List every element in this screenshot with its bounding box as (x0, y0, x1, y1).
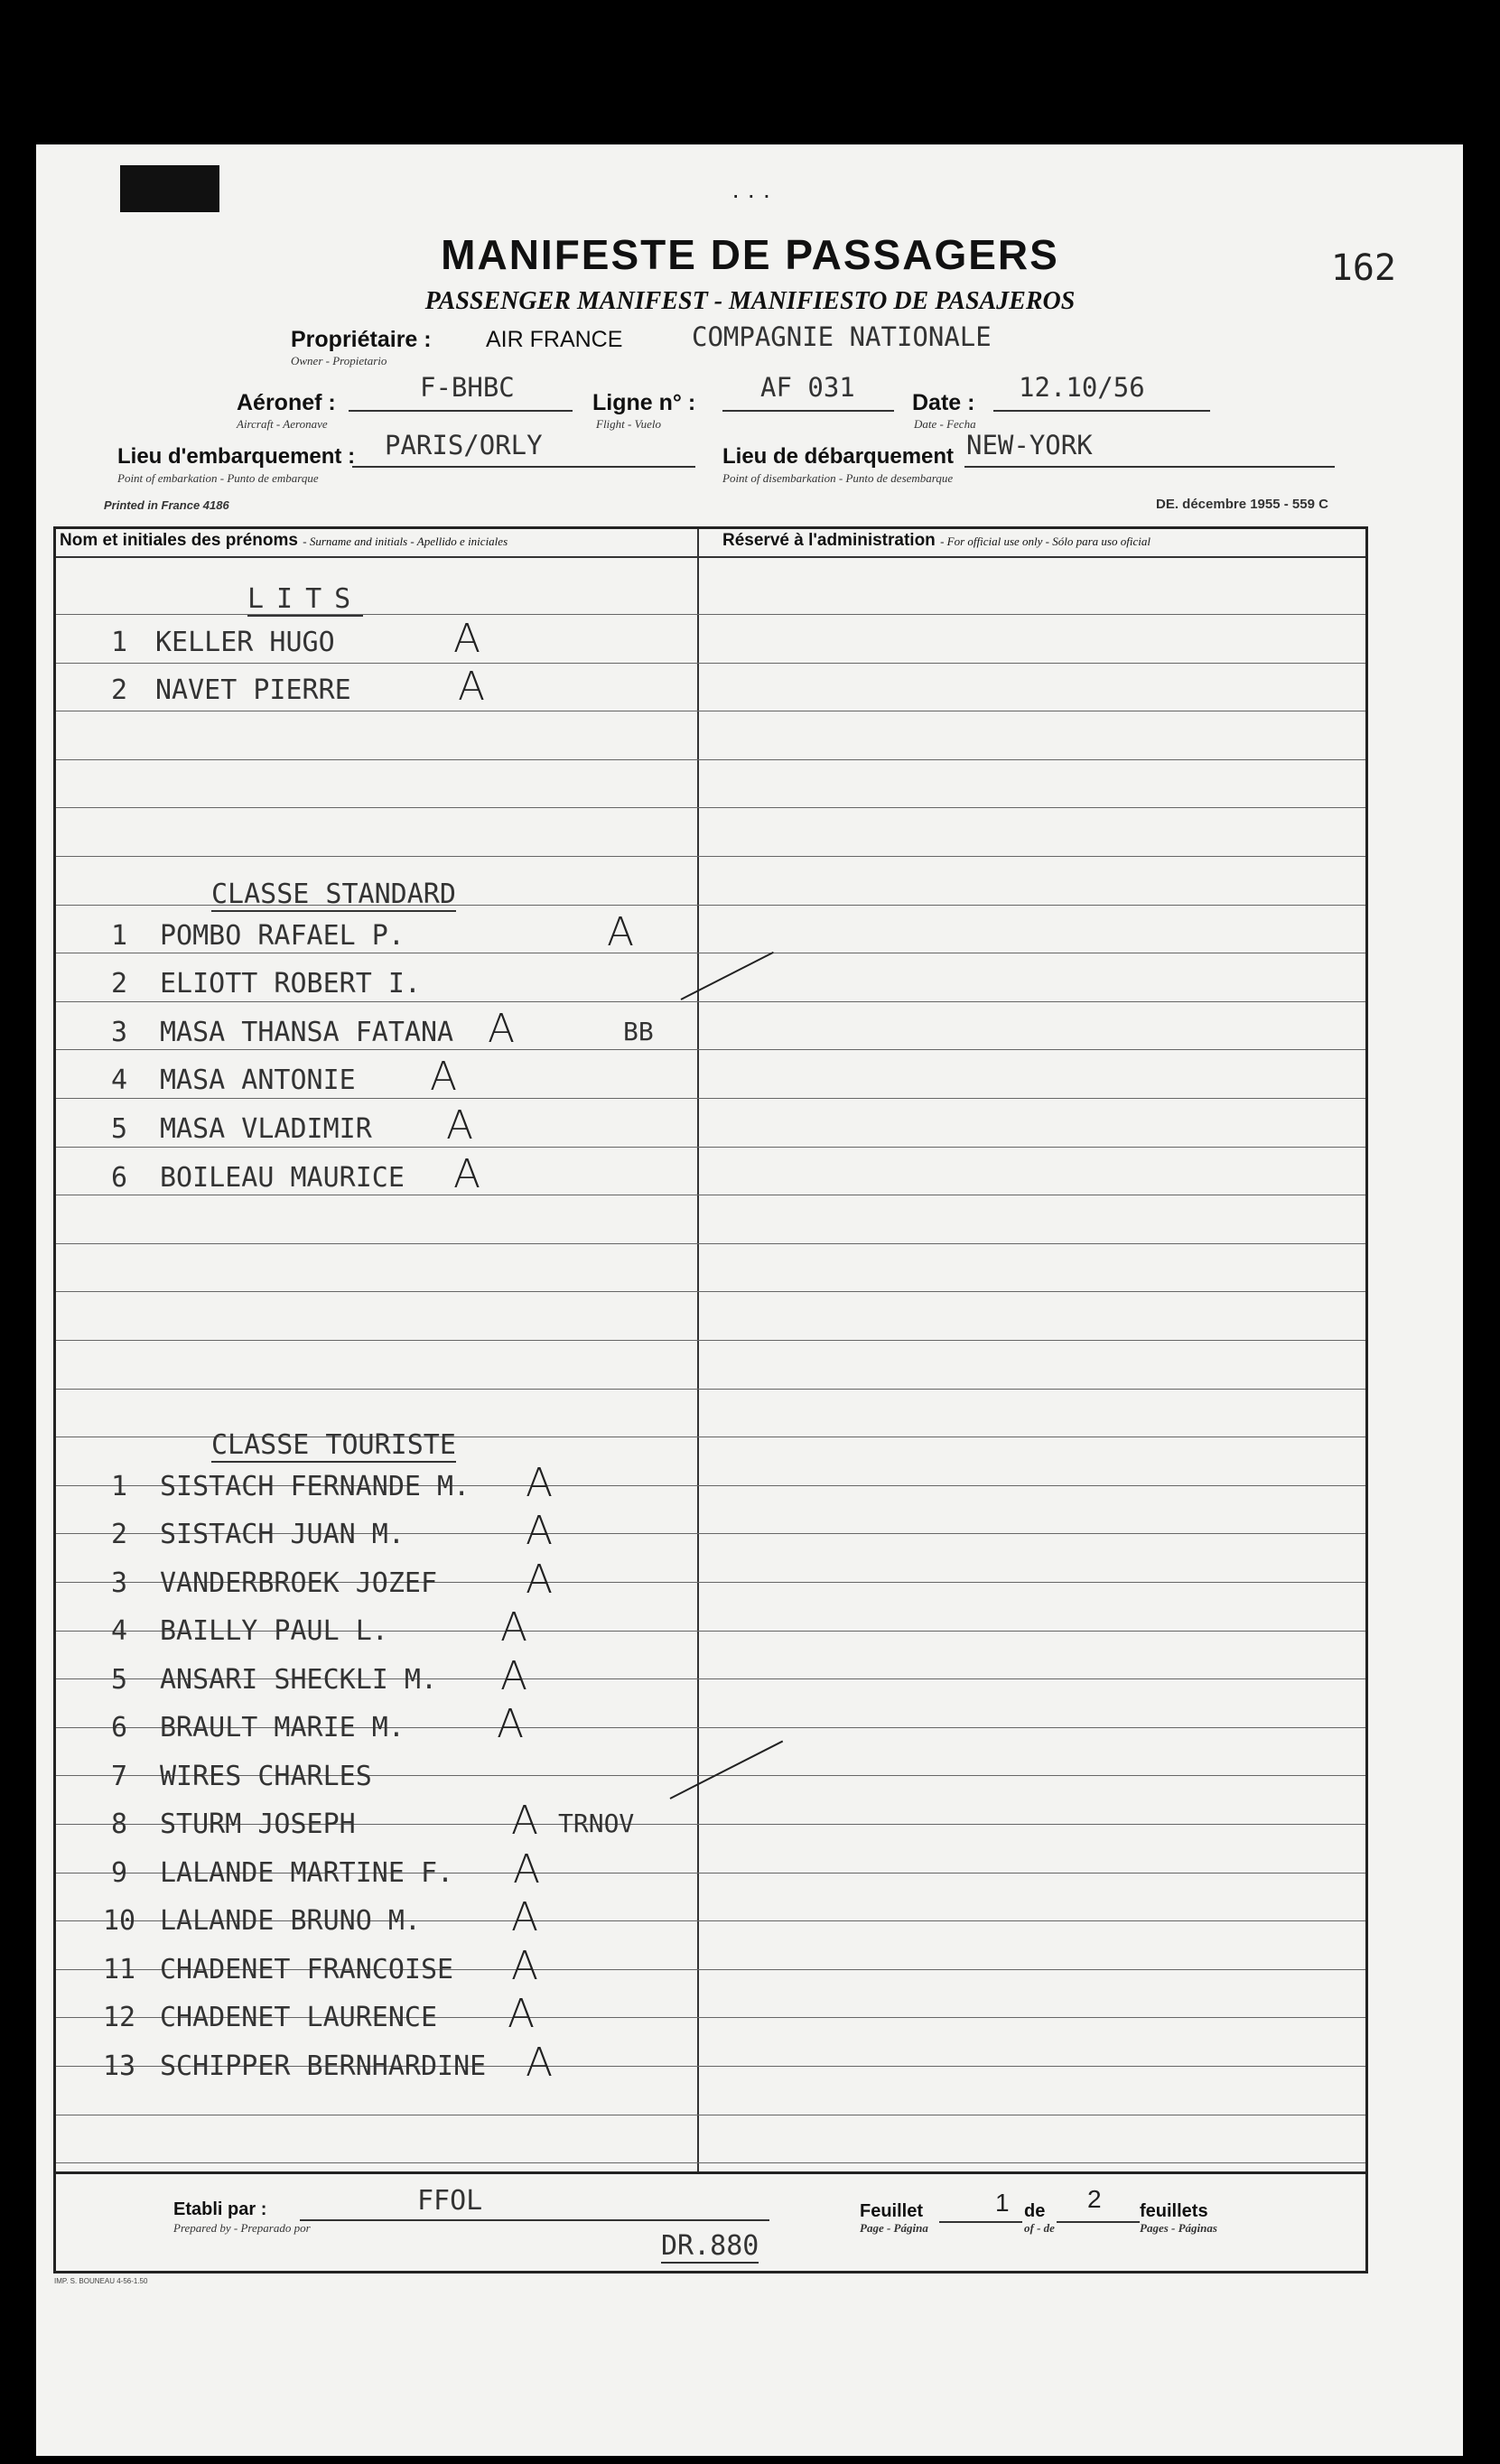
printer-stamp: IMP. S. BOUNEAU 4-56-1.50 (54, 2277, 148, 2285)
aircraft-sublabel: Aircraft - Aeronave (237, 417, 328, 431)
col-admin-title: Réservé à l'administration (722, 531, 936, 550)
list-item (56, 1507, 693, 1554)
col-admin-subtitle: - For official use only - Sólo para uso oficial (940, 535, 1151, 548)
passenger-name: STURM JOSEPH (160, 1808, 356, 1840)
of-sublabel: of - de (1024, 2221, 1055, 2235)
passenger-name: VANDERBROEK JOZEF (160, 1567, 438, 1599)
passenger-name: SCHIPPER BERNHARDINE (160, 2050, 487, 2082)
date-sublabel: Date - Fecha (914, 417, 976, 431)
check-mark: A (511, 1894, 539, 1940)
passenger-name: POMBO RAFAEL P. (160, 920, 405, 952)
sheets-label: feuillets (1140, 2201, 1208, 2221)
check-mark: A (526, 1460, 554, 1506)
passenger-name: CHADENET LAURENCE (160, 2002, 438, 2033)
passenger-name: SISTACH FERNANDE M. (160, 1471, 470, 1502)
check-mark: A (500, 1653, 528, 1699)
passenger-table (53, 526, 1368, 2174)
section-touriste: CLASSE TOURISTE (211, 1429, 456, 1461)
row-number: 1 (110, 627, 128, 658)
check-mark: A (497, 1701, 525, 1747)
manifest-title: MANIFESTE DE PASSAGERS (441, 231, 1059, 278)
disembark-sublabel: Point of disembarkation - Punto de desembarque (722, 471, 954, 485)
check-mark: A (446, 1102, 474, 1148)
ruled-line (56, 1243, 1365, 1244)
list-item (56, 1990, 693, 2037)
list-item (56, 1846, 693, 1892)
list-item (56, 956, 693, 1003)
check-mark: A (607, 909, 635, 955)
admin-note: BB (623, 1017, 654, 1046)
check-mark: A (526, 1557, 554, 1603)
reference: DR.880 (661, 2230, 759, 2262)
list-item (56, 1749, 693, 1796)
list-item (56, 1893, 693, 1940)
check-mark: A (526, 2040, 554, 2086)
sheet-number: 1 (995, 2189, 1010, 2217)
passenger-name: MASA VLADIMIR (160, 1113, 372, 1145)
passenger-name: BOILEAU MAURICE (160, 1162, 405, 1194)
date-value: 12.10/56 (1019, 372, 1145, 403)
passenger-name: SISTACH JUAN M. (160, 1519, 405, 1550)
page-number: 162 (1330, 247, 1396, 289)
ruled-line (56, 807, 1365, 808)
sheets-sublabel: Pages - Páginas (1140, 2221, 1217, 2235)
check-mark: A (488, 1006, 516, 1052)
list-item (56, 1053, 693, 1100)
prepared-sublabel: Prepared by - Preparado por (173, 2221, 311, 2235)
passenger-name: MASA ANTONIE (160, 1065, 356, 1096)
list-item (56, 1604, 693, 1650)
sheet-sublabel: Page - Página (860, 2221, 928, 2235)
ruled-line (56, 1389, 1365, 1390)
prepared-value: FFOL (417, 2185, 483, 2217)
sheet-total: 2 (1087, 2185, 1102, 2213)
list-item (56, 615, 693, 662)
form-code: DE. décembre 1955 - 559 C (1156, 497, 1328, 512)
row-number: 10 (102, 1905, 136, 1937)
cancel-stroke (681, 952, 774, 1000)
passenger-name: ELIOTT ROBERT I. (160, 968, 421, 1000)
col-admin-header (722, 531, 1151, 551)
speck: · · · (731, 181, 771, 209)
row-number: 2 (110, 1519, 128, 1550)
ink-blot (120, 165, 219, 212)
row-number: 11 (102, 1954, 136, 1985)
passenger-name: BAILLY PAUL L. (160, 1615, 388, 1647)
list-item (56, 1459, 693, 1506)
row-number: 2 (110, 674, 128, 706)
manifest-subtitle: PASSENGER MANIFEST - MANIFIESTO DE PASAJEROS (424, 287, 1076, 315)
check-mark: A (453, 616, 481, 662)
check-mark: A (513, 1846, 541, 1892)
date-label: Date : (912, 390, 975, 415)
list-item (56, 1652, 693, 1699)
col-names-title: Nom et initiales des prénoms (60, 531, 298, 550)
ruled-line (56, 2162, 1365, 2163)
row-number: 13 (102, 2050, 136, 2082)
row-number: 9 (110, 1857, 128, 1889)
check-mark: A (508, 1991, 536, 2037)
passenger-name: WIRES CHARLES (160, 1761, 372, 1792)
ruled-line (56, 1340, 1365, 1341)
passenger-name: ANSARI SHECKLI M. (160, 1664, 438, 1696)
aircraft-label: Aéronef : (237, 390, 336, 415)
ruled-line (56, 759, 1365, 760)
admin-note: TRNOV (558, 1808, 635, 1838)
list-item (56, 1102, 693, 1148)
owner-sublabel: Owner - Propietario (291, 354, 387, 367)
list-item (56, 1150, 693, 1197)
disembark-value: NEW-YORK (966, 430, 1093, 460)
passenger-name: CHADENET FRANCOISE (160, 1954, 454, 1985)
section-standard: CLASSE STANDARD (211, 879, 456, 910)
owner-typed: COMPAGNIE NATIONALE (692, 321, 992, 352)
row-number: 3 (110, 1567, 128, 1599)
aircraft-value: F-BHBC (420, 372, 515, 403)
section-lits: LITS (247, 583, 364, 615)
ruled-line (56, 856, 1365, 857)
flight-sublabel: Flight - Vuelo (596, 417, 661, 431)
row-number: 3 (110, 1017, 128, 1048)
owner-printed: AIR FRANCE (486, 327, 623, 352)
check-mark: A (511, 1798, 539, 1844)
row-number: 4 (110, 1065, 128, 1096)
list-item (56, 1942, 693, 1989)
list-item (56, 663, 693, 710)
row-number: 8 (110, 1808, 128, 1840)
header-rule (56, 556, 1365, 558)
disembark-label: Lieu de débarquement (722, 444, 955, 469)
row-number: 12 (102, 2002, 136, 2033)
list-item (56, 908, 693, 955)
embark-label: Lieu d'embarquement : (117, 444, 356, 469)
row-number: 7 (110, 1761, 128, 1792)
embark-value: PARIS/ORLY (385, 430, 543, 460)
footer-box (53, 2174, 1368, 2273)
row-number: 1 (110, 920, 128, 952)
col-names-subtitle: - Surname and initials - Apellido e iniciales (303, 535, 508, 548)
embark-sublabel: Point of embarkation - Punto de embarque (117, 471, 319, 485)
row-number: 4 (110, 1615, 128, 1647)
passenger-name: MASA THANSA FATANA (160, 1017, 454, 1048)
passenger-name: BRAULT MARIE M. (160, 1712, 405, 1743)
check-mark: A (458, 664, 486, 710)
row-number: 6 (110, 1712, 128, 1743)
check-mark: A (500, 1604, 528, 1650)
of-label: de (1024, 2201, 1046, 2221)
ruled-line (56, 1291, 1365, 1292)
check-mark: A (526, 1508, 554, 1554)
check-mark: A (430, 1054, 458, 1100)
list-item (56, 1797, 693, 1844)
row-number: 5 (110, 1664, 128, 1696)
printed-in: Printed in France 4186 (104, 498, 229, 512)
col-names-header (60, 531, 508, 551)
list-item (56, 1556, 693, 1603)
row-number: 2 (110, 968, 128, 1000)
check-mark: A (511, 1943, 539, 1989)
list-item (56, 1700, 693, 1747)
flight-label: Ligne n° : (592, 390, 696, 415)
owner-label: Propriétaire : (291, 327, 432, 352)
column-divider (697, 529, 699, 2171)
check-mark: A (453, 1151, 481, 1197)
flight-value: AF 031 (760, 372, 855, 403)
row-number: 5 (110, 1113, 128, 1145)
passenger-name: NAVET PIERRE (155, 674, 351, 706)
row-number: 1 (110, 1471, 128, 1502)
sheet-label: Feuillet (860, 2201, 924, 2221)
list-item (56, 1005, 693, 1052)
prepared-label: Etabli par : (173, 2199, 267, 2219)
passenger-name: KELLER HUGO (155, 627, 335, 658)
list-item (56, 2039, 693, 2086)
passenger-name: LALANDE BRUNO M. (160, 1905, 421, 1937)
row-number: 6 (110, 1162, 128, 1194)
passenger-name: LALANDE MARTINE F. (160, 1857, 454, 1889)
